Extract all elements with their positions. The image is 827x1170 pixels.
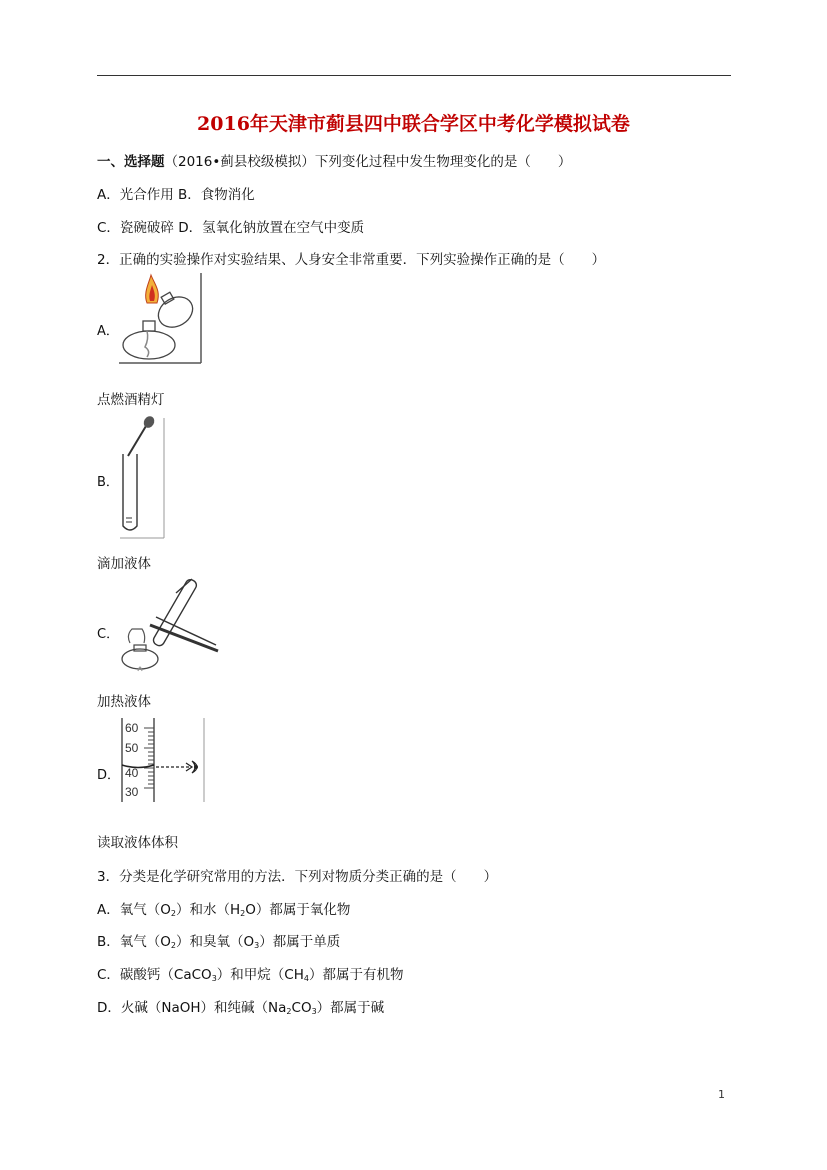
cylinder-mark-40: 40	[125, 766, 139, 780]
option-c-label: C．	[97, 627, 120, 642]
q3a-part2: ）和水（H	[175, 902, 241, 918]
q3a-part3: O）都属于氧化物	[245, 902, 351, 918]
question-1-options-cd: C．瓷碗破碎 D．氢氧化钠放置在空气中变质	[97, 220, 365, 236]
option-b-label: B．	[97, 475, 119, 490]
q3c-part1: C．碳酸钙（CaCO	[97, 967, 212, 983]
q3a-part1: A．氧气（O	[97, 902, 171, 918]
q3b-sub2: 3	[254, 941, 260, 950]
question-2-text: 2．正确的实验操作对实验结果、人身安全非常重要．下列实验操作正确的是（ ）	[97, 252, 606, 268]
page-number: 1	[718, 1088, 725, 1101]
q3b-part3: ）都属于单质	[259, 934, 341, 950]
exam-title: 2016年天津市蓟县四中联合学区中考化学模拟试卷	[197, 113, 630, 135]
question-1	[97, 150, 571, 170]
cylinder-mark-50: 50	[125, 741, 139, 755]
option-b-caption: 滴加液体	[97, 556, 151, 572]
q3b-part1: B．氧气（O	[97, 934, 171, 950]
q3c-part3: ）都属于有机物	[308, 967, 404, 983]
q3d-part2: CO	[291, 1000, 312, 1016]
option-a-caption: 点燃酒精灯	[97, 392, 165, 408]
q3c-part2: ）和甲烷（CH	[216, 967, 304, 983]
header-rule	[97, 75, 731, 76]
q3d-sub1: 2	[286, 1007, 292, 1016]
option-c-caption: 加热液体	[97, 694, 151, 710]
q3a-sub1: 2	[170, 909, 176, 918]
option-d-label: D．	[97, 768, 121, 783]
graduated-cylinder-figure	[118, 716, 208, 804]
alcohol-lamp-lighting-figure	[117, 271, 203, 365]
cylinder-mark-60: 60	[125, 721, 139, 735]
question-3-option-b	[97, 930, 340, 950]
q3b-part2: ）和臭氧（O	[175, 934, 255, 950]
q3d-part1: D．火碱（NaOH）和纯碱（Na	[97, 1000, 287, 1016]
question-1-options-ab: A．光合作用 B．食物消化	[97, 187, 255, 203]
q3d-sub2: 3	[311, 1007, 317, 1016]
question-3-text: 3．分类是化学研究常用的方法．下列对物质分类正确的是（ ）	[97, 869, 498, 885]
q3d-part3: ）都属于碱	[316, 1000, 385, 1016]
heating-liquid-figure	[118, 575, 222, 677]
q3b-sub1: 2	[170, 941, 176, 950]
section-heading: 一、选择题	[97, 154, 165, 170]
cylinder-mark-30: 30	[125, 785, 139, 799]
question-1-text: （2016•蓟县校级模拟）下列变化过程中发生物理变化的是（ ）	[164, 154, 572, 170]
q3c-sub2: 4	[303, 974, 309, 983]
question-3-option-a	[97, 898, 350, 918]
q3c-sub1: 3	[211, 974, 217, 983]
question-3-option-d	[97, 996, 384, 1016]
option-d-caption: 读取液体体积	[97, 835, 178, 851]
q3a-sub2: 2	[240, 909, 246, 918]
question-3-option-c	[97, 963, 403, 983]
dropper-test-tube-figure	[118, 414, 168, 540]
option-a-label: A．	[97, 324, 119, 339]
